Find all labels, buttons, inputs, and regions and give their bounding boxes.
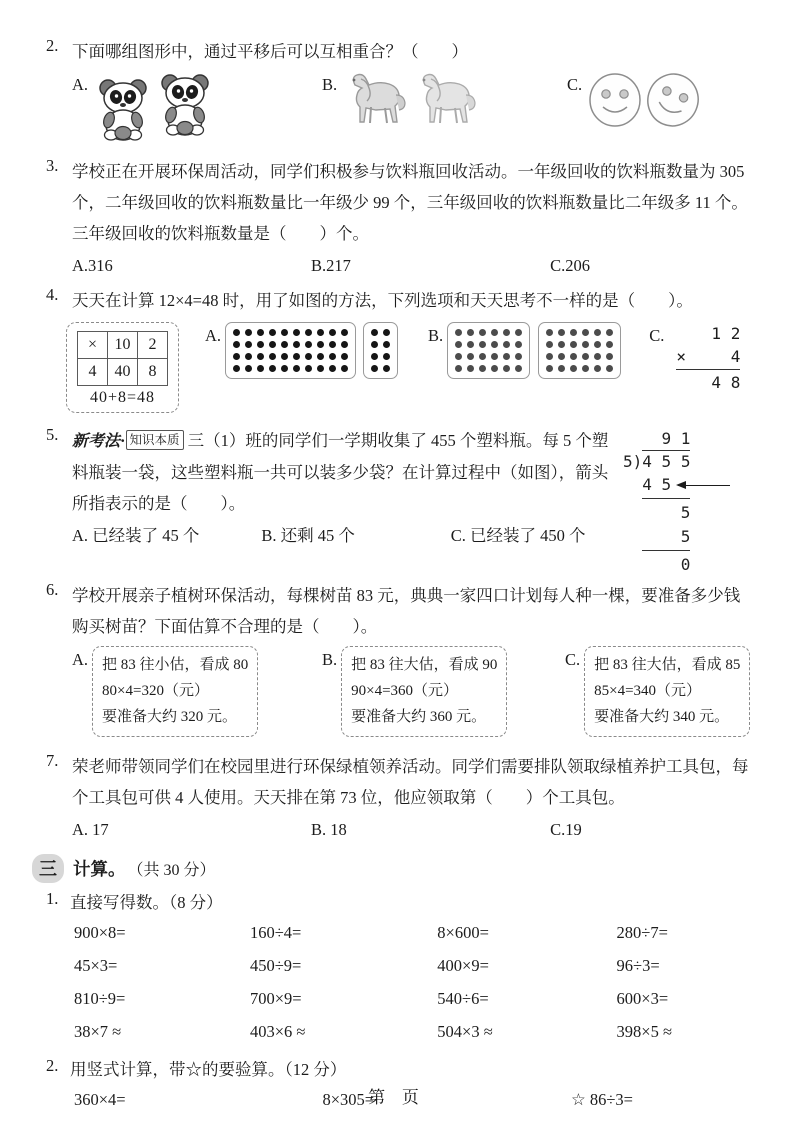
math-expression: 400×9= [437,956,489,976]
question-2-number: 2. [46,36,59,55]
long-division-figure [623,427,755,576]
math-expression: 38×7 ≈ [74,1022,122,1042]
math-expression: 280÷7= [616,923,668,943]
smiley-icon-rotated [635,62,711,138]
option-c: C.206 [550,256,590,276]
mental-math-grid [74,923,755,1042]
question-6-options [72,646,755,737]
math-expression: 810÷9= [74,989,126,1009]
section-3-header [32,854,755,883]
math-expression: 900×8= [74,923,126,943]
horse-pair-image [341,71,481,133]
table-cell: 8 [138,358,168,385]
question-6-option-a [72,646,322,737]
option-a: A. 17 [72,819,109,839]
option-c-label: C. [649,325,665,345]
calc-sub1-title: 直接写得数。（8 分） [70,893,223,913]
question-6-text: 学校开展亲子植树环保活动，每棵树苗 83 元，典典一家四口计划每人种一棵，要准备多少钱购买树苗？下面估算不合理的是（ ）。 [72,585,741,636]
calc-sub2-header [46,1056,755,1080]
estimation-line: 85×4=340（元） [594,683,702,700]
dot-array-2x4 [363,322,398,379]
dot-array-10x4 [225,322,356,379]
question-4-option-b [428,322,621,379]
question-2-figures [72,71,755,142]
math-expression: 8×600= [437,923,489,943]
table-cell: 2 [138,331,168,358]
vertical-multiplication-figure [676,322,740,395]
calc-sub2-number: 2. [46,1056,59,1076]
smiley-pair-image [586,71,702,129]
table-cell: 4 [78,358,108,385]
question-2-text: 下面哪组图形中，通过平移后可以互相重合？（ ） [72,42,468,61]
question-3-text: 学校正在开展环保周活动，同学们积极参与饮料瓶回收活动。一年级回收的饮料瓶数量为 305 个，二年级回收的饮料瓶数量比一年级少 99 个，三年级回收的饮料瓶数量比二年级多 11 个。三年级回收的饮料瓶数量是（ ）个。 [72,162,748,244]
option-b-label: B. [322,649,338,669]
estimation-box-b [341,646,507,737]
section-3-title: 计算。 [73,859,126,880]
math-expression: 360×4= [74,1090,126,1110]
math-expression: 450÷9= [249,956,302,976]
question-6-number: 6. [46,579,59,599]
question-2 [46,36,755,152]
question-5-text-body: 三（1）班的同学们一学期收集了 455 个塑料瓶。每 5 个塑料瓶装一袋，这些塑料瓶一共可以装多少袋？在计算过程中（如图），箭头所指表示的是（ ）。 [72,430,609,513]
calc-sub1-header [46,889,755,913]
question-6 [46,580,755,747]
question-5-options [72,521,613,551]
division-step2: 5 [680,526,691,546]
multiplication-split-table [66,322,179,413]
math-expression: 600×3= [616,989,669,1009]
estimation-line: 把 83 往小估，看成 80 [102,656,249,673]
question-3-options [72,251,755,281]
option-b-label: B. [322,75,338,95]
page-footer: 第 页 [368,1088,425,1107]
estimation-line: 要准备大约 360 元。 [351,709,487,726]
multiplicand: 1 2 [711,323,741,343]
table-cell: 10 [108,331,138,358]
math-expression: 8×305= [322,1090,375,1110]
option-b: B. 18 [311,819,347,839]
option-a: A.316 [72,256,113,276]
question-2-option-c [567,71,702,129]
math-expression: 504×3 ≈ [437,1022,493,1042]
arrow-left-icon [678,485,730,486]
question-4-option-a [205,322,398,379]
question-4 [46,285,755,421]
question-6-option-c [565,646,750,737]
question-7-text: 荣老师带领同学们在校园里进行环保绿植领养活动。同学们需要排队领取绿植养护工具包，每个工具包可供 4 人使用。天天排在第 73 位，他应领取第（ ）个工具包。 [72,756,749,807]
question-3-number: 3. [46,156,59,176]
horse-icon [411,71,481,133]
question-5 [46,425,755,576]
estimation-box-a [92,646,258,737]
question-3 [46,156,755,281]
division-remainder: 0 [680,554,691,574]
option-a: A. 已经装了 45 个 [72,525,200,545]
question-2-option-b [322,71,567,133]
division-bring-down: 5 [680,503,691,523]
option-b: B.217 [311,256,351,276]
panda-icon-mirrored [154,71,216,142]
question-5-number: 5. [46,424,59,444]
calc-sub2-title: 用竖式计算，带☆的要验算。（12 分） [70,1060,347,1080]
division-rule-line [642,498,690,499]
question-2-option-a [72,71,322,142]
math-expression: ☆ 86÷3= [570,1090,633,1110]
math-expression: 45×3= [74,956,118,976]
estimation-box-c [584,646,750,737]
math-expression: 160÷4= [249,923,302,943]
question-4-figures [72,322,755,413]
math-expression: 96÷3= [616,956,660,976]
table-cell: × [78,331,108,358]
division-quotient: 9 1 [661,428,691,448]
option-b-label: B. [428,325,444,345]
horse-icon [341,71,411,133]
math-expression: 700×9= [249,989,302,1009]
estimation-line: 要准备大约 340 元。 [594,709,730,726]
option-b: B. 还剩 45 个 [261,525,355,545]
product: 4 8 [711,373,741,393]
estimation-line: 把 83 往大估，看成 90 [351,656,498,673]
panda-pair-image [92,71,216,142]
calc-sub1-number: 1. [46,889,59,909]
question-4-number: 4. [46,284,59,304]
dot-array-6x4 [447,322,530,379]
option-c: C.19 [550,819,582,839]
question-7 [46,751,755,845]
division-bracket: ) [632,451,643,471]
option-a-label: A. [205,325,222,345]
estimation-line: 要准备大约 320 元。 [102,709,238,726]
section-3-score: （共 30 分） [127,862,216,880]
option-c-label: C. [567,75,583,95]
division-main-row [623,450,755,473]
division-divisor: 5 [623,451,633,471]
estimation-line: 90×4=360（元） [351,683,459,700]
dot-array-6x4 [538,322,621,379]
question-4-option-c [649,322,740,395]
table-cell: 40 [108,358,138,385]
option-a-label: A. [72,75,89,95]
panda-icon [92,76,154,142]
question-6-option-b [322,646,565,737]
question-7-number: 7. [46,750,59,770]
division-step1: 4 5 [623,473,755,496]
multiply-operator: × [676,346,686,366]
option-c: C. 已经装了 450 个 [450,525,586,545]
estimation-line: 把 83 往大估，看成 85 [594,656,741,673]
math-expression: 403×6 ≈ [249,1022,306,1042]
question-7-options [72,815,755,845]
question-4-text: 天天在计算 12×4=48 时，用了如图的方法，下列选项和天天思考不一样的是（ ）。 [72,290,693,310]
section-3-marker: 三 [32,854,64,883]
table-caption: 40+8=48 [89,388,156,406]
math-expression: 398×5 ≈ [616,1022,673,1042]
multiplier: 4 [730,346,741,366]
smiley-icon [586,71,644,129]
estimation-line: 80×4=320（元） [102,683,209,700]
division-rule-line [642,550,690,551]
option-a-label: A. [72,649,89,669]
option-c-label: C. [565,649,581,669]
new-method-badge: 新考法· 知识本质 [72,431,184,450]
division-dividend: 4 5 5 [642,451,691,471]
math-expression: 540÷6= [437,989,489,1009]
